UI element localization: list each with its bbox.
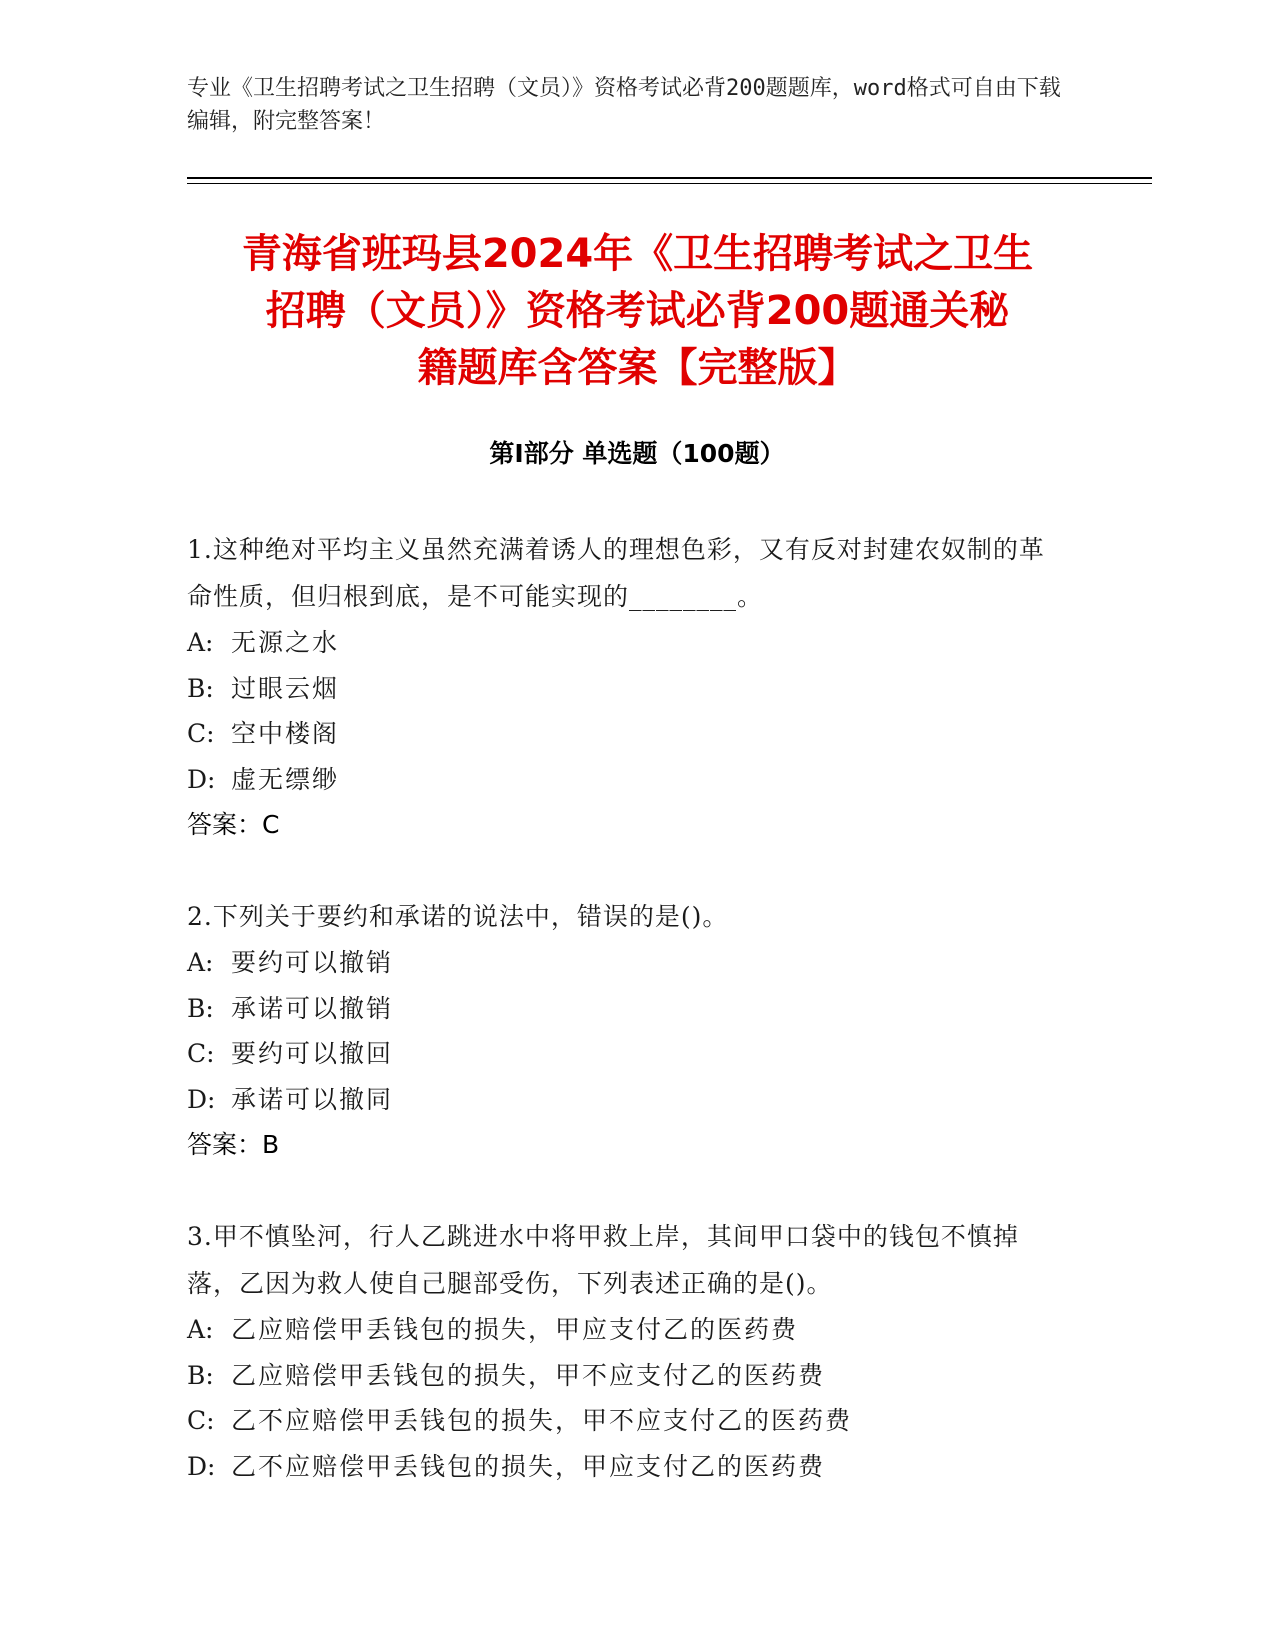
- option-row: [187, 1307, 1067, 1353]
- question-list: [187, 526, 1067, 1534]
- question-stem: 2.下列关于要约和承诺的说法中，错误的是()。: [187, 902, 729, 931]
- option-text: 要约可以撤回: [231, 1039, 394, 1068]
- header-divider-thick: [187, 177, 1152, 179]
- question-stem: 1.这种绝对平均主义虽然充满着诱人的理想色彩，又有反对封建农奴制的革命性质，但归根到底，是不可能实现的________。: [187, 535, 1045, 611]
- question-item: [187, 1213, 1067, 1489]
- option-row: [187, 940, 1067, 986]
- title-line: 青海省班玛县2024年《卫生招聘考试之卫生: [241, 231, 1034, 277]
- option-key: B:: [187, 1360, 214, 1390]
- option-row: [187, 757, 1067, 803]
- option-text: 无源之水: [231, 628, 340, 657]
- option-key: B:: [187, 993, 214, 1023]
- option-key: C:: [187, 719, 215, 748]
- option-row: [187, 1444, 1067, 1490]
- question-item: [187, 893, 1067, 1168]
- option-key: D:: [187, 1451, 216, 1481]
- question-stem: 3.甲不慎坠河，行人乙跳进水中将甲救上岸，其间甲口袋中的钱包不慎掉落，乙因为救人使自己腿部受伤，下列表述正确的是()。: [187, 1222, 1019, 1298]
- title-line: 招聘（文员）》资格考试必背200题通关秘: [265, 288, 1010, 334]
- option-text: 乙不应赔偿甲丢钱包的损失，甲不应支付乙的医药费: [231, 1406, 853, 1435]
- option-row: [187, 666, 1067, 712]
- header-divider-thin: [187, 183, 1152, 184]
- option-text: 乙应赔偿甲丢钱包的损失，甲不应支付乙的医药费: [231, 1360, 826, 1390]
- option-row: [187, 1353, 1067, 1399]
- option-row: [187, 711, 1067, 757]
- option-key: C:: [187, 1039, 215, 1068]
- option-key: B:: [187, 673, 214, 703]
- option-key: A:: [187, 1315, 214, 1344]
- section-heading: 第Ⅰ部分 单选题（100题）: [489, 439, 785, 468]
- option-row: [187, 1031, 1067, 1077]
- document-title: [160, 226, 1115, 397]
- option-row: [187, 1398, 1067, 1444]
- option-text: 虚无缥缈: [231, 764, 340, 794]
- option-key: A:: [187, 628, 214, 657]
- option-text: 承诺可以撤同: [231, 1084, 394, 1114]
- option-text: 乙应赔偿甲丢钱包的损失，甲应支付乙的医药费: [231, 1315, 799, 1344]
- option-row: [187, 986, 1067, 1032]
- option-text: 要约可以撤销: [231, 948, 394, 977]
- option-key: C:: [187, 1406, 215, 1435]
- option-key: D:: [187, 1084, 216, 1114]
- title-line: 籍题库含答案【完整版】: [417, 345, 858, 391]
- header-note: 专业《卫生招聘考试之卫生招聘（文员）》资格考试必背200题题库，word格式可自由下载编辑，附完整答案！: [187, 76, 1061, 134]
- option-text: 空中楼阁: [231, 719, 340, 748]
- option-key: A:: [187, 948, 214, 977]
- answer-line: 答案：B: [187, 1130, 280, 1159]
- option-key: D:: [187, 764, 216, 794]
- option-row: [187, 1077, 1067, 1123]
- option-row: [187, 620, 1067, 666]
- option-text: 过眼云烟: [231, 673, 340, 703]
- option-text: 承诺可以撤销: [231, 993, 394, 1023]
- question-item: [187, 526, 1067, 848]
- answer-line: 答案：C: [187, 810, 280, 839]
- option-text: 乙不应赔偿甲丢钱包的损失，甲应支付乙的医药费: [231, 1451, 826, 1481]
